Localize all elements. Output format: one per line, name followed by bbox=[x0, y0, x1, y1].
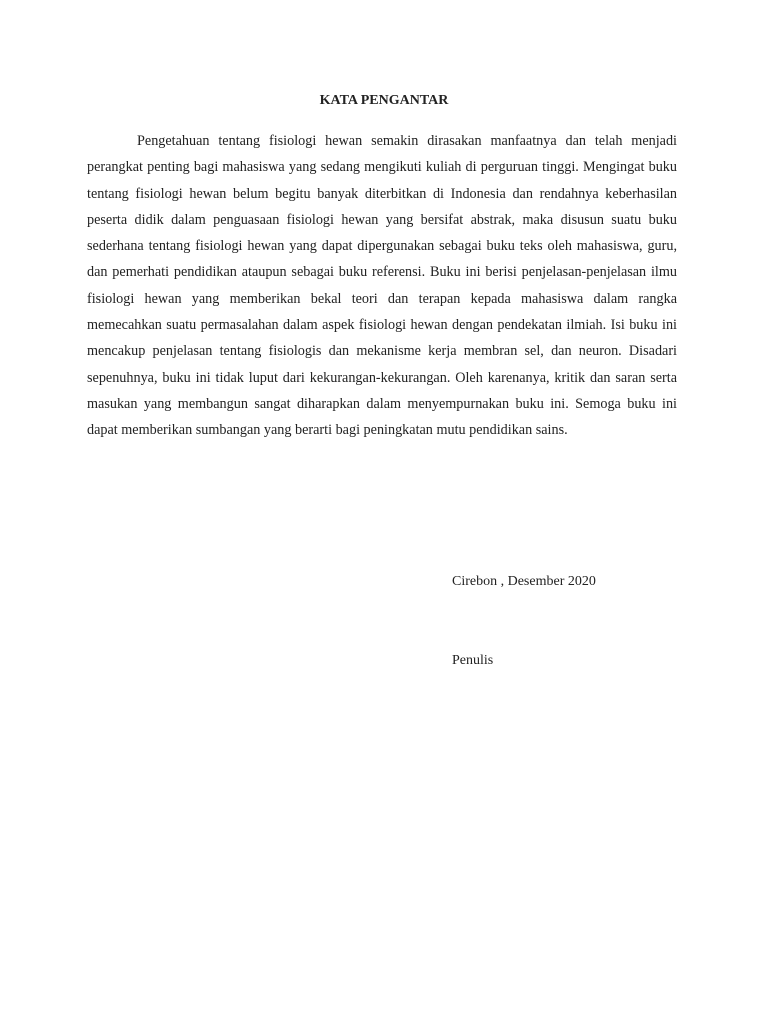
preface-paragraph: Pengetahuan tentang fisiologi hewan semakin dirasakan manfaatnya dan telah menjadi perangkat penting bagi mahasiswa yang sedang mengikuti kuliah di perguruan tinggi. Mengingat buku tentang fisiologi hewan belum begitu banyak diterbitkan di Indonesia dan rendahnya keberhasilan peserta didik dalam penguasaan fisiologi hewan yang bersifat abstrak, maka disusun suatu buku sederhana tentang fisiologi hewan yang dapat dipergunakan sebagai buku teks oleh mahasiswa, guru, dan pemerhati pendidikan ataupun sebagai buku referensi. Buku ini berisi penjelasan-penjelasan ilmu fisiologi hewan yang memberikan bekal teori dan terapan kepada mahasiswa dalam rangka memecahkan suatu permasalahan dalam aspek fisiologi hewan dengan pendekatan ilmiah. Isi buku ini mencakup penjelasan tentang fisiologis dan mekanisme kerja membran sel, dan neuron. Disadari sepenuhnya, buku ini tidak luput dari kekurangan-kekurangan. Oleh karenanya, kritik dan saran serta masukan yang membangun sangat diharapkan dalam menyempurnakan buku ini. Semoga buku ini dapat memberikan sumbangan yang berarti bagi peningkatan mutu pendidikan sains. bbox=[87, 133, 677, 439]
signer: Penulis bbox=[452, 653, 494, 668]
place-date: Cirebon , Desember 2020 bbox=[452, 574, 596, 589]
page-title: KATA PENGANTAR bbox=[319, 93, 449, 108]
